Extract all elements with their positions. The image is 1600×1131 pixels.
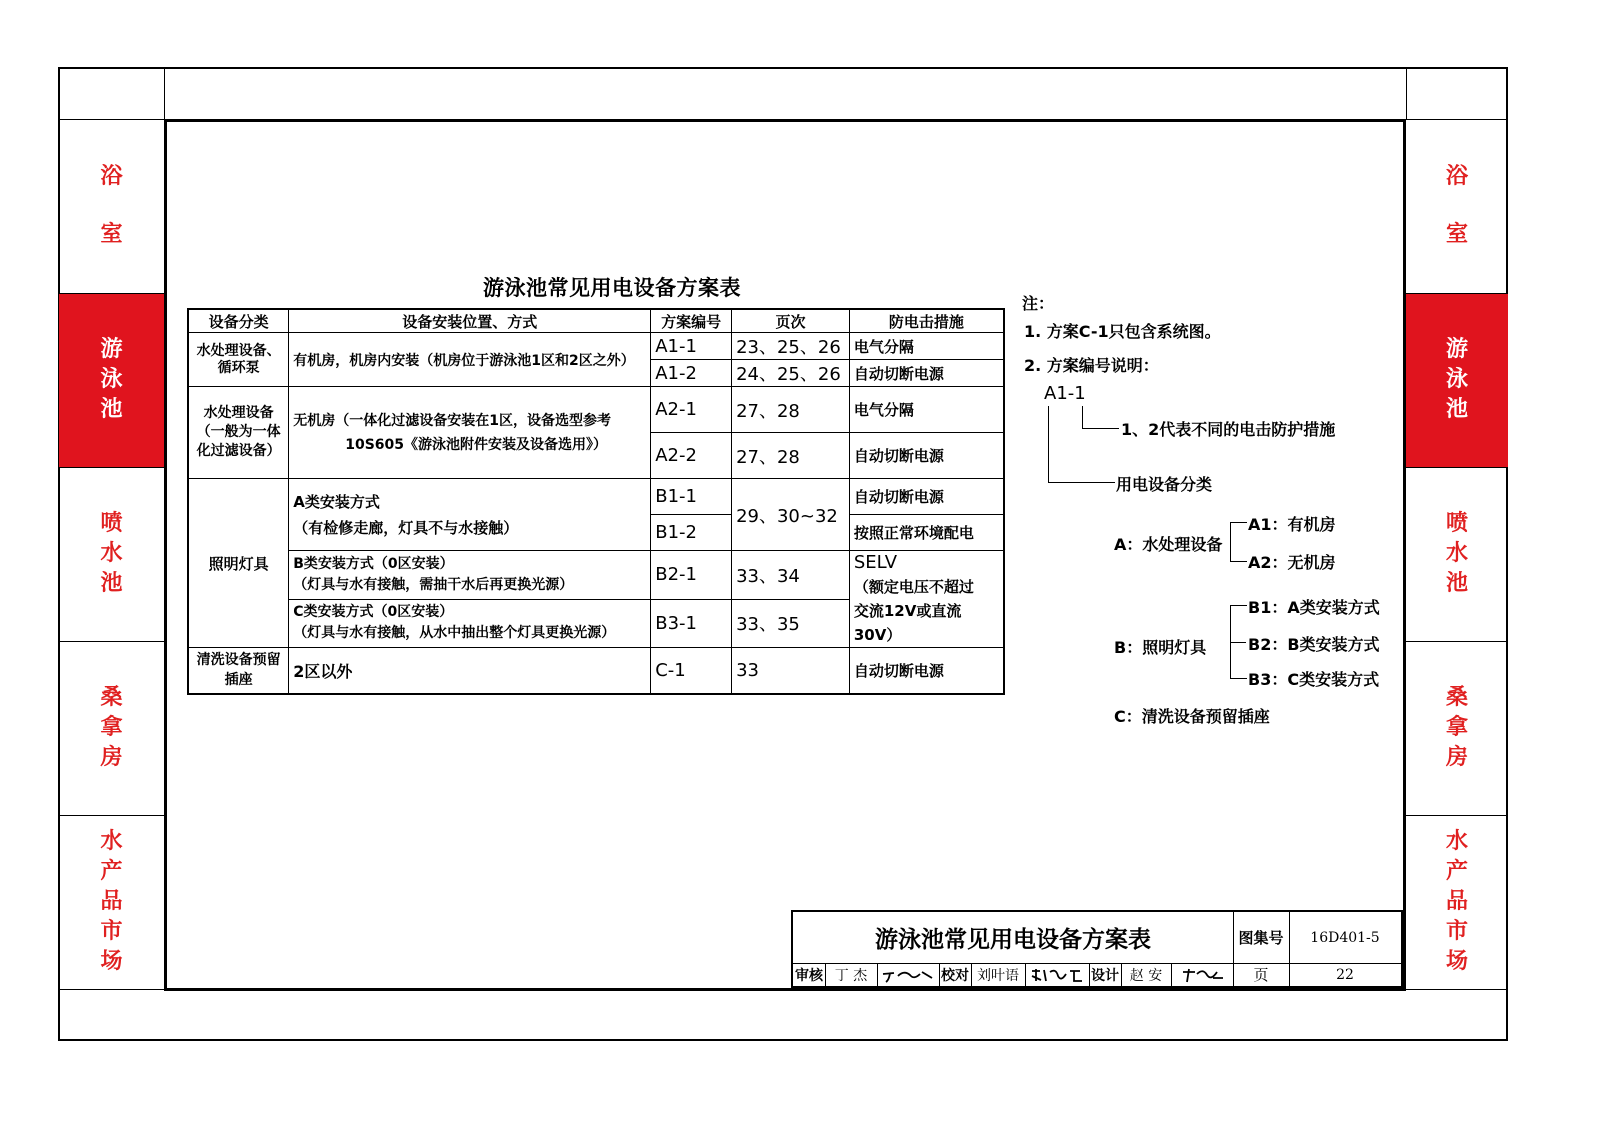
class-b-label: B：照明灯具 <box>1114 638 1207 657</box>
tab-character: 喷 <box>100 511 123 536</box>
position-line: A类安装方式 <box>293 492 380 511</box>
tab-character: 桑 <box>1445 685 1468 710</box>
table-header-row <box>188 309 1004 333</box>
cell-code: A1-2 <box>651 360 732 387</box>
position-line: 10S605《游泳池附件安装及设备选用》） <box>345 436 608 453</box>
cell-code: A1-1 <box>651 333 732 360</box>
tab-character: 浴 <box>1445 164 1468 189</box>
right-tab-aquatic-market <box>1406 815 1508 989</box>
cell-page: 27、28 <box>732 387 850 433</box>
divider <box>59 815 164 816</box>
divider <box>1406 815 1508 816</box>
cell-category: 照明灯具 <box>188 479 289 648</box>
bracket-line <box>1230 522 1247 562</box>
note-item-2: 2. 方案编号说明： <box>1024 356 1159 375</box>
cell-position <box>289 387 651 479</box>
tab-character: 品 <box>100 889 123 914</box>
divider <box>59 641 164 642</box>
cell-category: 清洗设备预留插座 <box>188 648 289 694</box>
tab-character: 房 <box>100 745 123 770</box>
atlas-label: 图集号 <box>1238 929 1284 947</box>
check-label: 校对 <box>941 967 969 984</box>
right-tab-swimming-pool <box>1406 293 1508 467</box>
header-position: 设备安装位置、方式 <box>289 309 651 333</box>
divider <box>1406 467 1508 468</box>
cell-page: 33 <box>732 648 850 694</box>
class-a2: A2：无机房 <box>1248 553 1336 572</box>
class-a-label: A：水处理设备 <box>1114 535 1223 554</box>
divider <box>1406 293 1508 294</box>
cell-position <box>289 599 651 648</box>
tab-character: 水 <box>100 829 123 854</box>
tab-character: 品 <box>1445 889 1468 914</box>
tab-character: 泳 <box>100 367 123 392</box>
class-b1: B1：A类安装方式 <box>1248 598 1380 617</box>
header-page: 页次 <box>732 309 850 333</box>
tab-character: 喷 <box>1445 511 1468 536</box>
position-line: （灯具与水有接触，需抽干水后再更换光源） <box>293 576 574 593</box>
tab-character: 市 <box>1445 919 1468 944</box>
cell-measure: 自动切断电源 <box>849 479 1004 515</box>
position-line: （有检修走廊，灯具不与水接触） <box>293 518 519 537</box>
page-label: 页 <box>1253 966 1269 984</box>
cell-measure: 自动切断电源 <box>849 648 1004 694</box>
tab-character: 房 <box>1445 745 1468 770</box>
checker-signature <box>1025 963 1089 986</box>
designer-name: 赵 安 <box>1129 967 1163 984</box>
reviewer-name: 丁 杰 <box>834 967 868 984</box>
cell-page: 29、30~32 <box>732 479 850 551</box>
cell-page: 27、28 <box>732 433 850 479</box>
measure-line: 交流12V或直流30V） <box>853 602 962 644</box>
right-tab-bathroom <box>1406 119 1508 293</box>
reviewer-signature <box>877 963 939 986</box>
cell-measure <box>849 551 1004 648</box>
cell-measure: 自动切断电源 <box>849 360 1004 387</box>
cell-measure: 电气分隔 <box>849 333 1004 360</box>
cell-page: 33、34 <box>732 551 850 600</box>
cell-position <box>289 479 651 551</box>
right-tab-sauna <box>1406 641 1508 815</box>
left-tab-aquatic-market <box>59 815 164 989</box>
class-b3: B3：C类安装方式 <box>1248 670 1380 689</box>
tab-character: 市 <box>100 919 123 944</box>
connector-line <box>1048 406 1115 483</box>
tab-character: 游 <box>1445 337 1468 362</box>
checker-name: 刘叶语 <box>977 967 1019 984</box>
bracket-line <box>1230 642 1246 643</box>
cell-measure: 电气分隔 <box>849 387 1004 433</box>
design-label: 设计 <box>1091 967 1119 984</box>
position-line: （灯具与水有接触，从水中抽出整个灯具更换光源） <box>293 625 616 642</box>
header-category: 设备分类 <box>188 309 289 333</box>
equipment-scheme-table <box>187 308 1005 695</box>
tab-character: 桑 <box>100 685 123 710</box>
tab-character: 拿 <box>1445 715 1468 740</box>
cell-page: 24、25、26 <box>732 360 850 387</box>
tab-character: 池 <box>100 397 123 422</box>
tab-character: 产 <box>100 859 123 884</box>
designer-signature <box>1171 963 1233 986</box>
left-tab-sauna <box>59 641 164 815</box>
review-label: 审核 <box>795 967 823 984</box>
tab-character: 场 <box>100 949 123 974</box>
tab-character: 池 <box>1445 397 1468 422</box>
tab-character: 浴 <box>100 164 123 189</box>
cell-category: 水处理设备（一般为一体化过滤设备） <box>188 387 289 479</box>
cell-position <box>289 551 651 600</box>
measure-line: SELV <box>853 552 898 573</box>
divider <box>1406 641 1508 642</box>
left-tab-bathroom <box>59 119 164 293</box>
cell-code: B3-1 <box>651 599 732 648</box>
atlas-number: 16D401-5 <box>1310 929 1380 946</box>
cell-position: 2区以外 <box>289 648 651 694</box>
divider <box>59 293 164 294</box>
title-block-title: 游泳池常见用电设备方案表 <box>875 927 1151 953</box>
tab-character: 产 <box>1445 859 1468 884</box>
tab-character: 池 <box>1445 571 1468 596</box>
cell-position: 有机房，机房内安装（机房位于游泳池1区和2区之外） <box>289 333 651 387</box>
explain-digit: 1、2代表不同的电击防护措施 <box>1121 420 1336 439</box>
position-line: 无机房（一体化过滤设备安装在1区，设备选型参考 <box>293 412 611 429</box>
explain-letter: 用电设备分类 <box>1116 475 1213 494</box>
class-a1: A1：有机房 <box>1248 515 1336 534</box>
tab-character: 水 <box>1445 541 1468 566</box>
tab-character: 水 <box>100 541 123 566</box>
table-row <box>188 551 1004 600</box>
header-code: 方案编号 <box>651 309 732 333</box>
tab-character: 水 <box>1445 829 1468 854</box>
measure-line: （额定电压不超过 <box>853 578 974 596</box>
cell-measure: 自动切断电源 <box>849 433 1004 479</box>
right-tab-fountain <box>1406 467 1508 641</box>
tab-character: 场 <box>1445 949 1468 974</box>
table-row <box>188 387 1004 433</box>
cell-code: A2-1 <box>651 387 732 433</box>
position-line: C类安装方式（0区安装） <box>293 604 454 621</box>
tab-character: 室 <box>100 222 123 247</box>
cell-code: A2-2 <box>651 433 732 479</box>
tab-character: 泳 <box>1445 367 1468 392</box>
example-code: A1-1 <box>1044 383 1086 404</box>
tab-character: 游 <box>100 337 123 362</box>
table-row <box>188 479 1004 515</box>
cell-measure: 按照正常环境配电 <box>849 515 1004 551</box>
notes-heading: 注： <box>1022 294 1055 313</box>
note-item-1: 1. 方案C-1只包含系统图。 <box>1024 322 1221 341</box>
cell-code: B1-2 <box>651 515 732 551</box>
table-title: 游泳池常见用电设备方案表 <box>483 276 741 300</box>
header-measure: 防电击措施 <box>849 309 1004 333</box>
cell-code: B1-1 <box>651 479 732 515</box>
tab-character: 拿 <box>100 715 123 740</box>
divider <box>1406 67 1407 119</box>
divider <box>59 467 164 468</box>
tab-character: 室 <box>1445 222 1468 247</box>
left-tab-swimming-pool <box>59 293 164 467</box>
cell-code: B2-1 <box>651 551 732 600</box>
class-c-label: C：清洗设备预留插座 <box>1114 707 1270 726</box>
title-block <box>791 910 1403 988</box>
divider <box>164 67 165 119</box>
page-number: 22 <box>1336 966 1354 983</box>
table-row <box>188 648 1004 694</box>
class-b2: B2：B类安装方式 <box>1248 635 1380 654</box>
table-row <box>188 333 1004 360</box>
cell-page: 23、25、26 <box>732 333 850 360</box>
cell-page: 33、35 <box>732 599 850 648</box>
tab-character: 池 <box>100 571 123 596</box>
cell-code: C-1 <box>651 648 732 694</box>
left-tab-fountain <box>59 467 164 641</box>
position-line: B类安装方式（0区安装） <box>293 555 454 572</box>
cell-category: 水处理设备、循环泵 <box>188 333 289 387</box>
